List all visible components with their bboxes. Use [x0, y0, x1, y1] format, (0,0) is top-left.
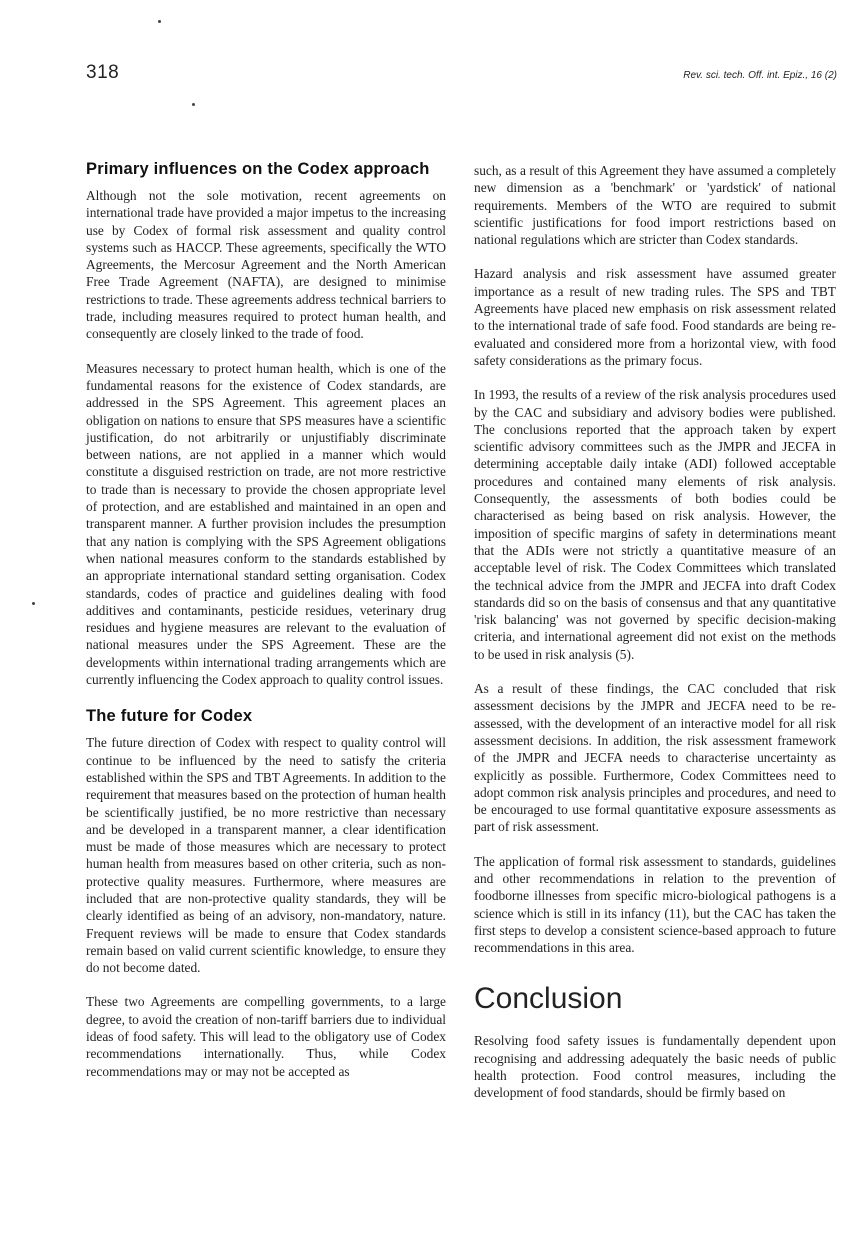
paragraph: The future direction of Codex with respect to quality control will continue to be influenced by the need to satisfy the criteria established within the SPS and TBT Agreements. In addition to the requirement that measures based on the protection of human health be scientifically justified, be no more restrictive than necessary and be developed in a transparent manner, a clear identification must be made of those measures which are necessary to protect human health from measures based on other criteria, such as non-protective quality measures. Furthermore, where measures are included that are non-protective quality standards, they will be clearly identified as being of an advisory, non-mandatory, nature. Frequent reviews will be made to ensure that Codex standards remain based on valid current scientific knowledge, to ensure they do not become dated. [86, 735, 446, 976]
scan-speck [158, 20, 161, 23]
paragraph: Measures necessary to protect human health, which is one of the fundamental reasons for the existence of Codex standards, are addressed in the SPS Agreement. This agreement places an obligation on nations to ensure that SPS measures have a scientific justification, do not arbitrarily or unjustifiably discriminate between nations, are not applied in a manner which would constitute a disguised restriction on trade, are not more restrictive to trade than is necessary to provide the chosen appropriate level of protection, and are established and maintained in an open and transparent manner. A further provision includes the presumption that any nation is complying with the SPS Agreement obligations when national measures conform to the standards established by an appropriate international standard setting organisation. Codex standards, codes of practice and guidelines dealing with food additives and contaminants, pesticide residues, veterinary drug residues and hygiene measures are relevant to the evaluation of national measures under the SPS Agreement. These are the developments within international trading arrangements which are currently influencing the Codex approach to quality control issues. [86, 360, 446, 688]
paragraph: In 1993, the results of a review of the risk analysis procedures used by the CAC and subsidiary and advisory bodies were published. The conclusions reported that the approach taken by expert scientific advisory committees such as the JMPR and JECFA in determining acceptable daily intake (ADI) followed acceptable procedures and contained many elements of risk analysis. Consequently, the assessments of both bodies could be characterised as being based on risk analysis. However, the imposition of specific margins of safety in determinations meant that the ADIs were not strictly a quantitative measure of an acceptable level of risk. The Codex Committees which translated the technical advice from the JMPR and JECFA into draft Codex standards did so on the basis of consensus and that any quantitative 'risk balancing' was not governed by specific decision-making criteria, and international agreement did not exist on the methods to be used in risk analysis (5). [474, 387, 836, 662]
paragraph: These two Agreements are compelling governments, to a large degree, to avoid the creation of non-tariff barriers due to individual ideas of food safety. This will lead to the obligatory use of Codex recommendations internationally. Thus, while Codex recommendations may or may not be accepted as [86, 994, 446, 1079]
page-number: 318 [86, 62, 120, 83]
paragraph: As a result of these findings, the CAC concluded that risk assessment decisions by the JMPR and JECFA need to be re-assessed, with the development of an interactive model for all risk assessment decisions. In addition, the risk assessment framework of the JMPR and JECFA needs to characterise uncertainty as explicitly as possible. Furthermore, Codex Committees need to adopt common risk analysis principles and procedures, and need to be encouraged to use formal quantitative exposure assessments as part of risk assessment. [474, 681, 836, 835]
right-column [474, 162, 836, 1102]
conclusion-heading: Conclusion [474, 982, 623, 1016]
paragraph: such, as a result of this Agreement they have assumed a completely new dimension as a 'benchmark' or 'yardstick' of national requirements. Members of the WTO are required to submit scientific justifications for food import restrictions based on national regulations which are stricter than Codex standards. [474, 163, 836, 248]
section-heading-future-for-codex: The future for Codex [86, 707, 253, 726]
scan-speck [32, 602, 35, 605]
section-heading-primary-influences: Primary influences on the Codex approach [86, 160, 430, 178]
paragraph: Hazard analysis and risk assessment have assumed greater importance as a result of new trading rules. The SPS and TBT Agreements have placed new emphasis on risk assessment related to the international trade of safe food. Food standards are being re-evaluated and considered more from a horizontal view, with food safety considerations as the primary focus. [474, 266, 836, 368]
paragraph: Resolving food safety issues is fundamentally dependent upon recognising and addressing adequately the basic needs of public health protection. Food control measures, including the development of food standards, should be firmly based on [474, 1033, 836, 1101]
paragraph: Although not the sole motivation, recent agreements on international trade have provided a major impetus to the increasing use by Codex of formal risk assessment and quality control systems such as HACCP. These agreements, specifically the WTO Agreements, the Mercosur Agreement and the North American Free Trade Agreement (NAFTA), are designed to minimise restrictions to trade. These agreements address technical barriers to trade, including measures required to protect human health, and consequently are closely linked to the trade of food. [86, 188, 446, 342]
paragraph: The application of formal risk assessment to standards, guidelines and other recommendations in relation to the prevention of foodborne illnesses from specific micro-biological pathogens is a science which is still in its infancy (11), but the CAC has taken the first steps to develop a consistent science-based approach to future recommendations in this area. [474, 853, 836, 956]
left-column [86, 160, 446, 1080]
running-head: Rev. sci. tech. Off. int. Epiz., 16 (2) [683, 70, 837, 81]
scan-speck [192, 103, 195, 106]
